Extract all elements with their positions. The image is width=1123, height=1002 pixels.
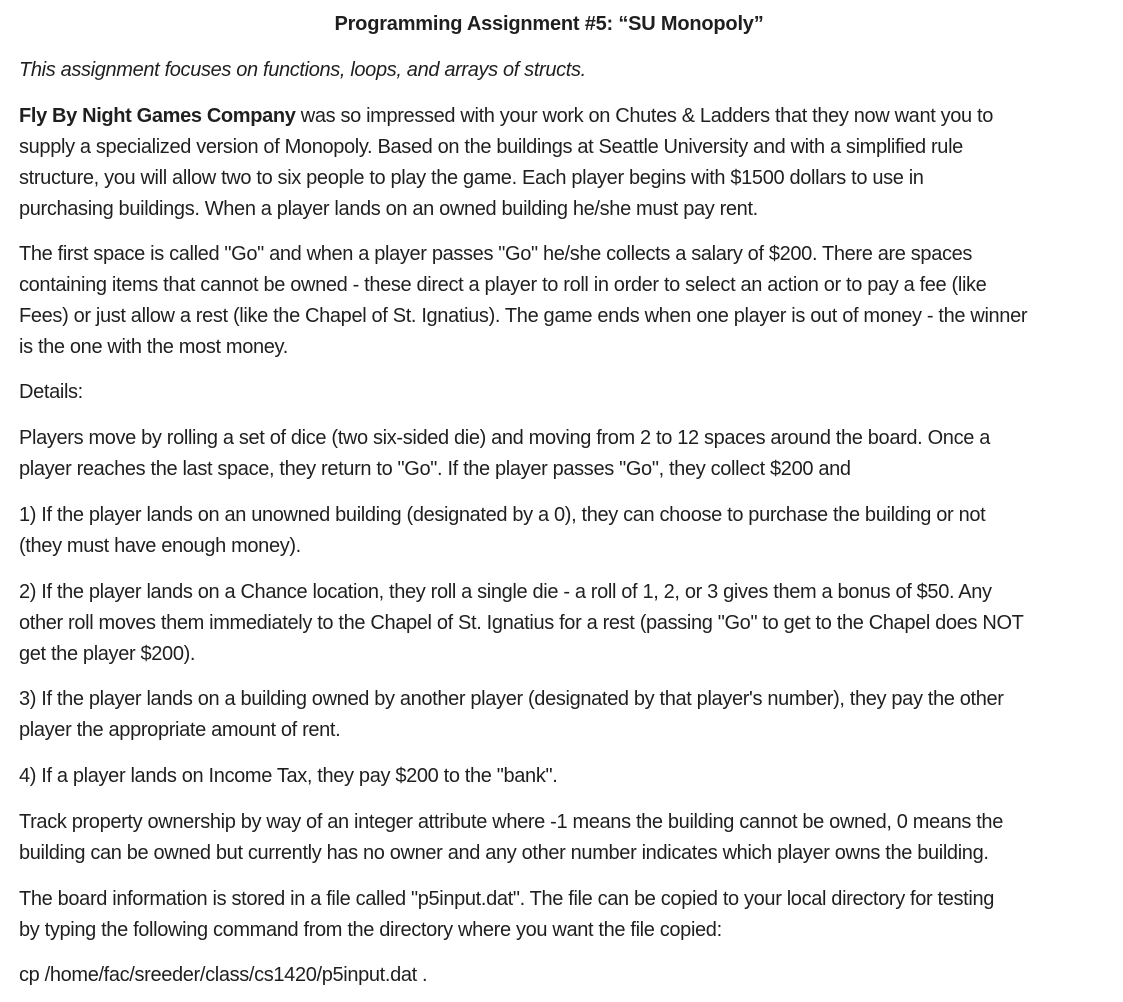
focus-line: This assignment focuses on functions, loops, and arrays of structs.: [19, 59, 586, 81]
intro-line: purchasing buildings. When a player lands on an owned building he/she must pay rent.: [19, 198, 758, 220]
rule-2-line: get the player $200).: [19, 643, 196, 665]
intro-paragraph: [19, 101, 1109, 225]
movement-line: player reaches the last space, they return to "Go". If the player passes "Go", they collect $200 and: [19, 458, 851, 480]
intro-line: [19, 101, 1109, 132]
go-line: The first space is called "Go" and when a player passes "Go" he/she collects a salary of $200. There are spaces: [19, 243, 973, 265]
ownership-line: building can be owned but currently has no owner and any other number indicates which player owns the building.: [19, 842, 989, 864]
details-heading: [19, 377, 1109, 408]
rule-4-line: 4) If a player lands on Income Tax, they pay $200 to the "bank".: [19, 765, 558, 787]
rule-3: [19, 684, 1109, 746]
copy-command: [19, 960, 1109, 991]
go-line: containing items that cannot be owned - these direct a player to roll in order to select an action or to pay a fee (like: [19, 274, 987, 296]
intro-line: structure, you will allow two to six people to play the game. Each player begins with $1500 dollars to use in: [19, 167, 924, 189]
copy-command-text: cp /home/fac/sreeder/class/cs1420/p5input.dat .: [19, 964, 428, 986]
go-paragraph: [19, 239, 1109, 363]
file-info-line: The board information is stored in a file called "p5input.dat". The file can be copied to your local directory for testing: [19, 888, 995, 910]
intro-line-text: was so impressed with your work on Chutes & Ladders that they now want you to: [295, 105, 994, 127]
details-heading-text: Details:: [19, 381, 83, 403]
intro-line: supply a specialized version of Monopoly. Based on the buildings at Seattle University and with a simplified rule: [19, 136, 963, 158]
rule-3-line: 3) If the player lands on a building owned by another player (designated by that player's number), they pay the other: [19, 688, 1004, 710]
go-line: Fees) or just allow a rest (like the Chapel of St. Ignatius). The game ends when one player is out of money - the winner: [19, 305, 1028, 327]
file-info-line: by typing the following command from the directory where you want the file copied:: [19, 919, 722, 941]
rule-1-line: 1) If the player lands on an unowned building (designated by a 0), they can choose to purchase the building or not: [19, 504, 986, 526]
rule-1-line: (they must have enough money).: [19, 535, 301, 557]
rule-1: [19, 500, 1109, 562]
go-line: is the one with the most money.: [19, 336, 288, 358]
movement-paragraph: [19, 423, 1109, 485]
rule-2-line: 2) If the player lands on a Chance location, they roll a single die - a roll of 1, 2, or 3 gives them a bonus of $50. Any: [19, 581, 992, 603]
company-name: Fly By Night Games Company: [19, 105, 296, 127]
rule-3-line: player the appropriate amount of rent.: [19, 719, 341, 741]
rule-2-line: other roll moves them immediately to the Chapel of St. Ignatius for a rest (passing "Go" to get to the Chapel does NOT: [19, 612, 1024, 634]
ownership-paragraph: [19, 807, 1109, 869]
assignment-focus: [19, 55, 1109, 86]
ownership-line: Track property ownership by way of an integer attribute where -1 means the building cannot be owned, 0 means the: [19, 811, 1003, 833]
rule-4: [19, 761, 1109, 792]
assignment-title: Programming Assignment #5: “SU Monopoly”: [334, 13, 764, 35]
file-info-paragraph: [19, 884, 1109, 946]
rule-2: [19, 577, 1109, 670]
movement-line: Players move by rolling a set of dice (two six-sided die) and moving from 2 to 12 spaces around the board. Once a: [19, 427, 990, 449]
